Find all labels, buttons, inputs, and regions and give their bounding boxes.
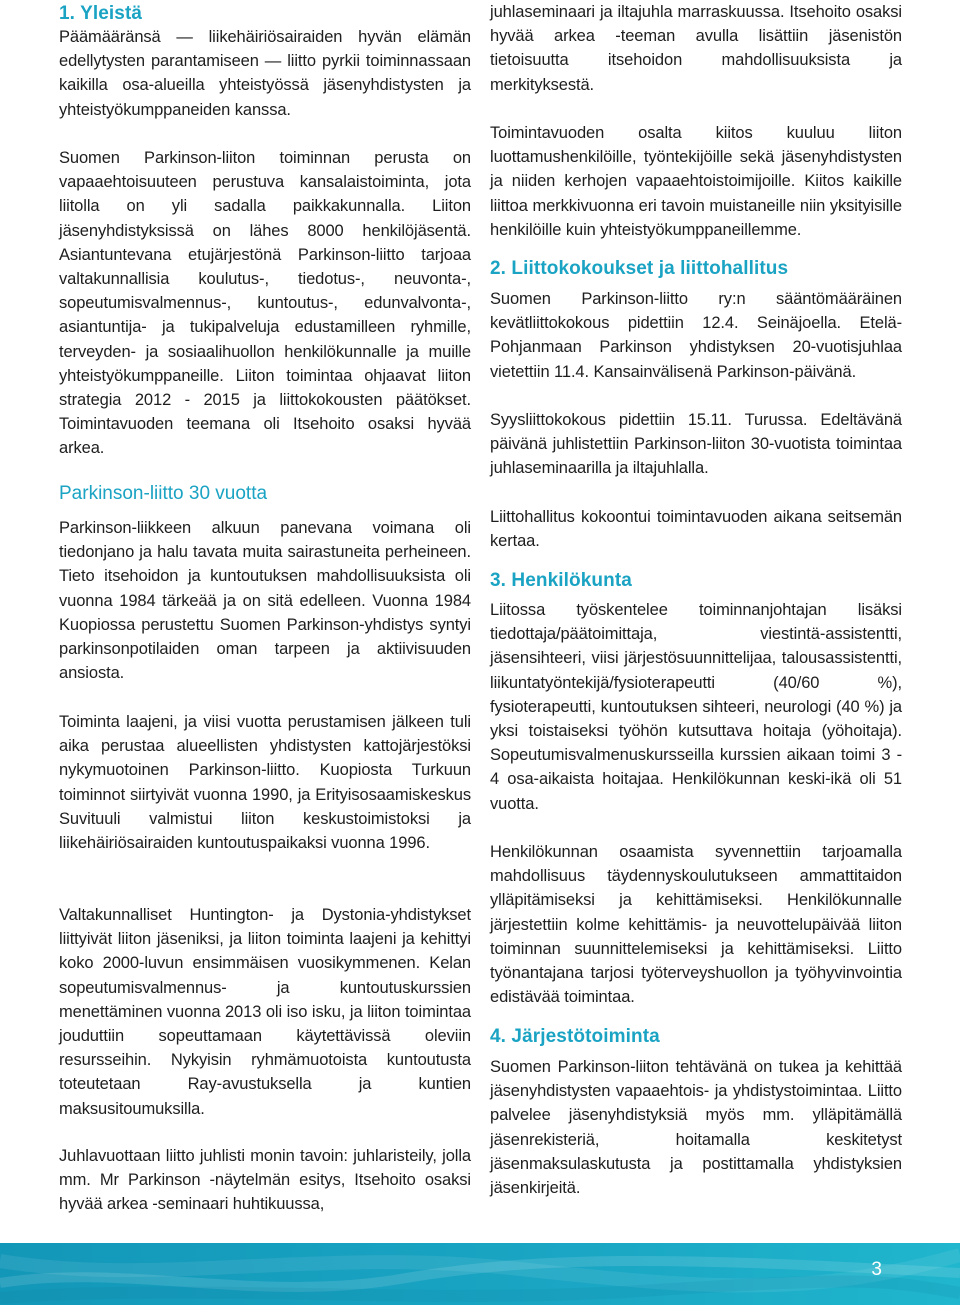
paragraph-history-2: Toiminta laajeni, ja viisi vuotta perustamisen jälkeen tuli aika perustaa alueellisten yhdistysten kattojärjestöksi nykymuotoinen Parkinson-liitto. Kuopiosta Turkuun toiminnot siirtyivät vuonna 1990, ja Erityisosaamiskeskus Suvituuli valmistui liiton keskustoimistoksi ja liikehäiriösairaiden kuntoutuspaikaksi vuonna 1996.	[59, 713, 471, 853]
paragraph-spring-meeting: Suomen Parkinson-liitto ry:n sääntömääräinen kevätliittokokous pidettiin 12.4. Seinäjoella. Etelä-Pohjanmaan Parkinson yhdistyksen 20-vuotisjuhlaa vietettiin 11.4. Kansainvälisenä Parkinson-päivänä.	[490, 290, 902, 381]
page-number: 3	[871, 1259, 882, 1280]
paragraph-board: Liittohallitus kokoontui toimintavuoden aikana seitsemän kertaa.	[490, 508, 902, 551]
subheading-30-years: Parkinson-liitto 30 vuotta	[59, 483, 268, 504]
section-heading-2: 2. Liittokokoukset ja liittohallitus	[490, 258, 789, 279]
paragraph-thanks: Toimintavuoden osalta kiitos kuuluu liiton luottamushenkilöille, työntekijöille sekä jäsenyhdistysten ja niiden kerhojen vapaaehtoistoimijoille. Kiitos kaikille liittoa merkkivuonna eri tavoin muistaneille niin yksityisille henkilöille kuin yhteistyökumppaneillemme.	[490, 124, 902, 239]
paragraph-foundation: Suomen Parkinson-liiton toiminnan perusta on vapaaehtoisuuteen perustuva kansalaistoiminta, jota liitolla on yli sadalla paikkakunnalla. Liiton jäsenyhdistyksissä on lähes 8000 henkilöjäsentä. Asiantuntevana etujärjestönä Parkinson-liitto tarjoaa valtakunnallisia koulutus-, tiedotus-, neuvonta-, sopeutumisvalmennus-, kuntoutus-, edunvalvonta-, asiantuntija- ja tukipalveluja edustamilleen ryhmille, terveyden- ja sosiaalihuollon henkilökunnalle ja muille yhteistyökumppaneille. Liiton toimintaa ohjaavat liiton strategia 2012 - 2015 ja liittokokousten päätökset. Toimintavuoden teemana oli Itsehoito osaksi hyvää arkea.	[59, 149, 471, 458]
paragraph-history-3: Valtakunnalliset Huntington- ja Dystonia-yhdistykset liittyivät liiton jäseniksi, ja liiton toiminta laajeni ja kehittyi koko 2000-luvun ensimmäisen vuosikymmenen. Kelan sopeutumisvalmennus- ja kuntoutuskurssien menettäminen vuonna 2013 oli iso isku, ja liiton toimintaa jouduttiin sopeuttamaan käytettävissä oleviin resursseihin. Nykyisin ryhmämuotoista kuntoutusta toteutetaan Ray-avustuksella ja kuntien maksusitoumuksilla.	[59, 906, 471, 1118]
section-heading-1: 1. Yleistä	[59, 3, 143, 24]
section-heading-4: 4. Järjestötoiminta	[490, 1026, 660, 1047]
footer-wave-pattern	[0, 1243, 960, 1305]
paragraph-autumn-meeting: Syysliittokokous pidettiin 15.11. Turussa. Edeltävänä päivänä juhlistettiin Parkinson-liiton 30-vuotista toimintaa juhlaseminaarilla ja iltajuhlalla.	[490, 411, 902, 478]
paragraph-anniversary: Juhlavuottaan liitto juhlisti monin tavoin: juhlaristeily, jolla mm. Mr Parkinson -näytelmän esitys, Itsehoito osaksi hyvää arkea -seminaari huhtikuussa,	[59, 1147, 471, 1214]
section-heading-3: 3. Henkilökunta	[490, 570, 632, 591]
paragraph-anniversary-cont: juhlaseminaari ja iltajuhla marraskuussa. Itsehoito osaksi hyvää arkea -teeman avulla lisättiin jäsenistön tietoisuutta itsehoidon mahdollisuuksista ja merkityksestä.	[490, 3, 902, 94]
footer-bar	[0, 1243, 960, 1305]
paragraph-history-1: Parkinson-liikkeen alkuun panevana voimana oli tiedonjano ja halu tavata muita sairastuneita perheineen. Tieto itsehoidon ja kuntoutuksen mahdollisuuksista oli vuonna 1984 tärkeää ja on sitä edelleen. Vuonna 1984 Kuopiossa perustettu Suomen Parkinson-yhdistys syntyi parkinsonpotilaiden oman tarpeen ja aktiivisuuden ansiosta.	[59, 519, 471, 683]
paragraph-intro: Päämääränsä — liikehäiriösairaiden hyvän elämän edellytysten parantamiseen — liitto pyrkii toiminnassaan kaikilla osa-alueilla yhteistyössä jäsenyhdistysten ja yhteistyökumppaneiden kanssa.	[59, 28, 471, 119]
paragraph-staff: Liitossa työskentelee toiminnanjohtajan lisäksi tiedottaja/päätoimittaja, viestintä-assistentti, jäsensihteeri, viisi järjestösuunnittelijaa, talousassistentti, liikuntatyöntekijä/fysioterapeutti (40/60 %), fysioterapeutti, kuntoutuksen sihteeri, neurologi (40 %) ja yksi toistaiseksi työhön kutsuttava hoitaja (yöhoitaja). Sopeutumisvalmenuskursseilla kurssien aikaan toimi 3 - 4 osa-aikaista hoitajaa. Henkilökunnan keski-ikä oli 51 vuotta.	[490, 601, 902, 813]
paragraph-organization: Suomen Parkinson-liiton tehtävänä on tukea ja kehittää jäsenyhdistysten vapaaehtois- ja yhdistystoimintaa. Liitto palvelee jäsenyhdistyksiä myös mm. ylläpitämällä jäsenrekisteriä, hoitamalla keskitetyst jäsenmaksulaskutusta ja postittamalla yhdistyksien jäsenkirjeitä.	[490, 1058, 902, 1198]
paragraph-staff-training: Henkilökunnan osaamista syvennettiin tarjoamalla mahdollisuus täydennyskoulutukseen ammattitaidon ylläpitämiseksi ja kehittämiseksi. Henkilökunnalle järjestettiin kolme kehittämis- ja neuvottelupäivää liiton toiminnan suunnittelemiseksi ja kehittämiseksi. Liitto työnantajana tarjosi työterveyshuollon ja työhyvinvointia edistävää toimintaa.	[490, 843, 902, 1007]
